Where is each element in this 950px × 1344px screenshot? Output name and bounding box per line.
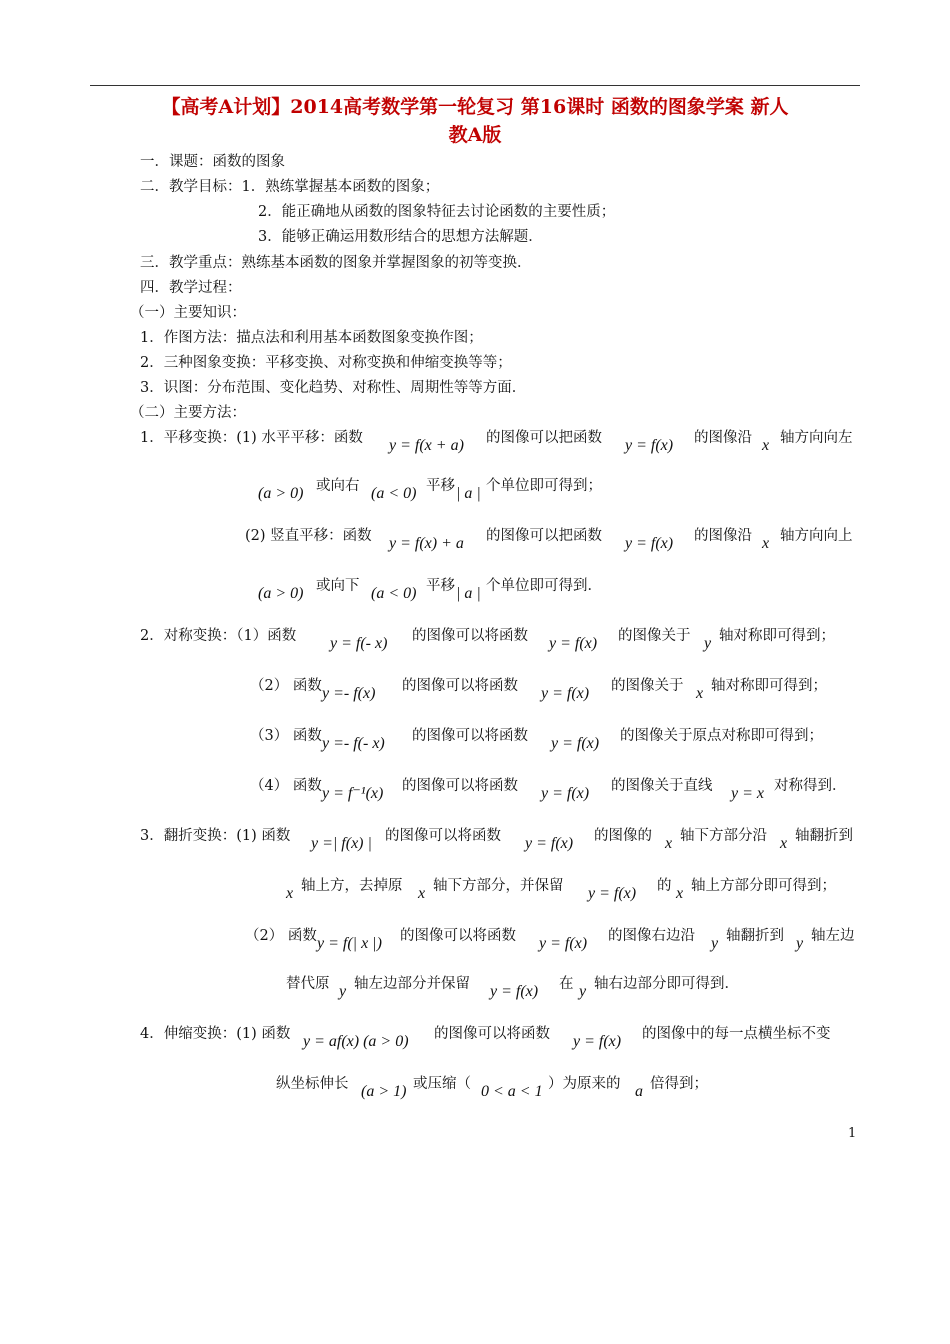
formula-y-fx-2: y = f(x): [625, 535, 674, 552]
symmetry-label-4: （4） 函数: [250, 778, 322, 794]
text-units-obtain: 个单位即可得到；: [486, 478, 602, 494]
formula-neg-f-neg-x: y =- f(- x): [322, 735, 385, 752]
section-process: 四．教学过程：: [140, 280, 242, 296]
var-y-f4b: y: [579, 983, 587, 1000]
knowledge-item-1: 1．作图方法：描点法和利用基本函数图象变换作图；: [140, 330, 483, 346]
formula-y-eq-x: y = x: [731, 785, 764, 802]
text-can-shift-2: 的图像可以把函数: [486, 528, 602, 544]
text-y-axis-sym: 轴对称即可得到；: [719, 628, 835, 644]
text-fold-to: 轴翻折到: [795, 828, 853, 844]
text-above-obtain: 轴上方部分即可得到；: [691, 878, 836, 894]
formula-fx-plus-a: y = f(x) + a: [389, 535, 464, 552]
var-x-f1a: x: [665, 835, 673, 852]
section-focus: 三．教学重点：熟练基本函数的图象并掌握图象的初等变换．: [140, 255, 532, 271]
formula-f-abs-x: y = f(| x |): [317, 935, 382, 952]
formula-af-x: y = af(x) (a > 0): [303, 1033, 409, 1050]
formula-y-fx-s2: y = f(x): [541, 685, 590, 702]
abs-a: | a |: [456, 485, 481, 502]
methods-heading: （二）主要方法：: [130, 405, 246, 421]
text-axis-left-side: 轴左边: [811, 928, 855, 944]
knowledge-item-2: 2．三种图象变换：平移变换、对称变换和伸缩变换等等；: [140, 355, 512, 371]
var-a-scale: a: [635, 1083, 643, 1100]
text-along-2: 的图像沿: [694, 528, 752, 544]
var-y-f3a: y: [711, 935, 719, 952]
text-about-1: 的图像关于: [618, 628, 691, 644]
cond-a-gt-0: (a > 0): [258, 485, 304, 502]
formula-y-fx-s4: y = f(x): [541, 785, 590, 802]
text-above-remove: 轴上方，去掉原: [301, 878, 403, 894]
formula-y-fx-f3: y = f(x): [539, 935, 588, 952]
section-goals: 二．教学目标：1．熟练掌握基本函数的图象；: [140, 179, 440, 195]
text-about-2: 的图像关于: [611, 678, 684, 694]
text-x-axis-sym: 轴对称即可得到；: [711, 678, 827, 694]
formula-f-x-plus-a: y = f(x + a): [389, 437, 464, 454]
text-flip-1: 的图像可以将函数: [385, 828, 501, 844]
var-x-s2: x: [696, 685, 704, 702]
text-to-original: ）为原来的: [548, 1076, 621, 1092]
header-rule: [90, 85, 860, 86]
text-shift-2: 平移: [426, 578, 455, 594]
formula-neg-fx: y =- f(x): [322, 685, 376, 702]
formula-y-fx: y = f(x): [625, 437, 674, 454]
formula-y-fx-f1: y = f(x): [525, 835, 574, 852]
text-fold-to-2: 轴翻折到: [726, 928, 784, 944]
scale-label-1: 4．伸缩变换：(1) 函数: [140, 1026, 291, 1042]
text-right-along: 的图像右边沿: [608, 928, 695, 944]
text-sym-4: 的图像可以将函数: [402, 778, 518, 794]
flip-label-2: （2） 函数: [245, 928, 317, 944]
text-sym-3: 的图像可以将函数: [412, 728, 528, 744]
text-can-shift: 的图像可以把函数: [486, 430, 602, 446]
var-y-f3b: y: [796, 935, 804, 952]
text-units-obtain-2: 个单位即可得到．: [486, 578, 602, 594]
knowledge-item-3: 3．识图：分布范围、变化趋势、对称性、周期性等等方面．: [140, 380, 527, 396]
text-shift: 平移: [426, 478, 455, 494]
var-x-2: x: [762, 535, 770, 552]
text-right-obtain: 轴右边部分即可得到．: [594, 976, 739, 992]
formula-abs-fx: y =| f(x) |: [311, 835, 372, 852]
text-de: 的: [657, 878, 672, 894]
text-each-point: 的图像中的每一点横坐标不变: [642, 1026, 831, 1042]
var-x: x: [762, 437, 770, 454]
document-title: [90, 93, 860, 149]
cond-a-lt-0-2: (a < 0): [371, 585, 417, 602]
var-y-f4a: y: [339, 983, 347, 1000]
text-times-obtain: 倍得到；: [650, 1076, 708, 1092]
text-sym-obtain: 对称得到．: [774, 778, 847, 794]
symmetry-label-1: 2．对称变换：（1）函数: [140, 628, 297, 644]
knowledge-heading: （一）主要知识：: [130, 305, 246, 321]
text-or-right: 或向右: [316, 478, 360, 494]
abs-a-2: | a |: [456, 585, 481, 602]
section-topic: 一．课题：函数的图象: [140, 154, 285, 170]
var-x-f2a: x: [286, 885, 294, 902]
goal-item-3: 3．能够正确运用数形结合的思想方法解题．: [258, 229, 543, 245]
text-or-compress: 或压缩（: [413, 1076, 471, 1092]
cond-a-lt-0: (a < 0): [371, 485, 417, 502]
text-axis-up: 轴方向向上: [780, 528, 853, 544]
title-line-2: 教A版: [448, 124, 502, 146]
formula-f-neg-x: y = f(- x): [330, 635, 388, 652]
symmetry-label-3: （3） 函数: [250, 728, 322, 744]
var-y-s1: y: [704, 635, 712, 652]
text-at: 在: [559, 976, 574, 992]
text-left-keep: 轴左边部分并保留: [354, 976, 470, 992]
var-x-f2b: x: [418, 885, 426, 902]
text-below-keep: 轴下方部分，并保留: [433, 878, 564, 894]
cond-a-gt-1: (a > 1): [361, 1083, 407, 1100]
symmetry-label-2: （2） 函数: [250, 678, 322, 694]
text-or-down: 或向下: [316, 578, 360, 594]
formula-y-fx-sc1: y = f(x): [573, 1033, 622, 1050]
var-x-f1b: x: [780, 835, 788, 852]
formula-inverse: y = f⁻¹(x): [322, 785, 384, 802]
formula-y-fx-f2: y = f(x): [588, 885, 637, 902]
translation-vertical-label: (2) 竖直平移：函数: [245, 528, 372, 544]
formula-y-fx-s1: y = f(x): [549, 635, 598, 652]
text-along: 的图像沿: [694, 430, 752, 446]
page-number: 1: [848, 1126, 857, 1141]
cond-a-between-0-1: 0 < a < 1: [481, 1083, 543, 1100]
text-about-line: 的图像关于直线: [611, 778, 713, 794]
translation-horizontal-label: 1．平移变换：(1) 水平平移：函数: [140, 430, 363, 446]
text-flip-3: 的图像可以将函数: [400, 928, 516, 944]
var-x-f2c: x: [676, 885, 684, 902]
text-origin-sym: 的图像关于原点对称即可得到；: [620, 728, 823, 744]
flip-label-1: 3．翻折变换：(1) 函数: [140, 828, 291, 844]
text-vertical-stretch: 纵坐标伸长: [276, 1076, 349, 1092]
text-replace: 替代原: [286, 976, 330, 992]
text-graph-of: 的图像的: [594, 828, 652, 844]
text-below-along: 轴下方部分沿: [680, 828, 767, 844]
formula-y-fx-s3: y = f(x): [551, 735, 600, 752]
text-sym-2: 的图像可以将函数: [402, 678, 518, 694]
formula-y-fx-f4: y = f(x): [490, 983, 539, 1000]
goal-item-2: 2．能正确地从函数的图象特征去讨论函数的主要性质；: [258, 204, 616, 220]
text-scale-1: 的图像可以将函数: [434, 1026, 550, 1042]
text-sym-1: 的图像可以将函数: [412, 628, 528, 644]
title-line-1: 【高考A计划】2014高考数学第一轮复习 第16课时 函数的图象学案 新人: [161, 96, 789, 118]
text-axis-left: 轴方向向左: [780, 430, 853, 446]
cond-a-gt-0-2: (a > 0): [258, 585, 304, 602]
